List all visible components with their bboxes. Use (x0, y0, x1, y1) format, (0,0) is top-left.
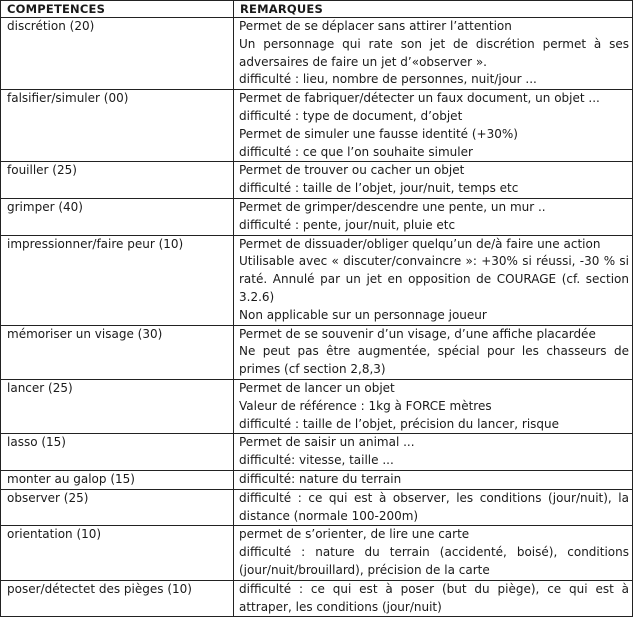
skill-name: impressionner/faire peur (10) (1, 235, 234, 325)
remark-line: Permet de simuler une fausse identité (+30%) (239, 126, 518, 141)
remark-line: difficulté : type de document, d’objet (239, 108, 463, 123)
table-row (1, 162, 633, 199)
table-row (1, 379, 633, 433)
remark-line: Valeur de référence : 1kg à FORCE mètres (239, 398, 492, 413)
skill-remarks (234, 580, 633, 617)
skill-remarks (234, 90, 633, 162)
remark-line: difficulté: nature du terrain (239, 471, 402, 486)
skill-name: falsifier/simuler (00) (1, 90, 234, 162)
skill-remarks (234, 470, 633, 489)
remark-line: difficulté : nature du terrain (accidenté, boisé), conditions (jour/nuit/brouillard), précision de la carte (239, 545, 629, 577)
remark-line: difficulté : taille de l’objet, jour/nuit, temps etc (239, 181, 519, 196)
skill-name: discrétion (20) (1, 18, 234, 90)
remark-line: Permet de se déplacer sans attirer l’attention (239, 19, 512, 33)
skill-remarks (234, 235, 633, 325)
skill-name: mémoriser un visage (30) (1, 325, 234, 379)
remark-line: difficulté : pente, jour/nuit, pluie etc (239, 217, 456, 232)
skill-name: lancer (25) (1, 379, 234, 433)
header-remarques: REMARQUES (234, 1, 633, 18)
table-row (1, 235, 633, 325)
skill-remarks (234, 379, 633, 433)
skill-remarks (234, 489, 633, 526)
skill-remarks (234, 526, 633, 580)
skill-name: lasso (15) (1, 434, 234, 471)
remark-line: difficulté : ce qui est à poser (but du piège), ce qui est à attraper, les conditions (jour/nuit) (239, 581, 629, 614)
remark-line: Permet de fabriquer/détecter un faux document, un objet ... (239, 91, 600, 106)
remark-line: difficulté : ce que l’on souhaite simuler (239, 144, 473, 159)
skill-name: grimper (40) (1, 198, 234, 235)
table-row (1, 489, 633, 526)
header-row (1, 1, 633, 18)
remark-line: difficulté: vitesse, taille ... (239, 453, 394, 468)
table-row (1, 470, 633, 489)
remark-line: Permet de lancer un objet (239, 380, 395, 395)
remark-line: Utilisable avec « discuter/convaincre »: +30% si réussi, -30 % si raté. Annulé par un jet en opposition de COURAGE (cf. section 3.2.6) (239, 254, 629, 304)
skill-name: observer (25) (1, 489, 234, 526)
skill-remarks (234, 325, 633, 379)
remark-line: Un personnage qui rate son jet de discrétion permet à ses adversaires de faire un jet d’«observer ». (239, 36, 629, 69)
remark-line: Non applicable sur un personnage joueur (239, 307, 487, 322)
remark-line: difficulté : ce qui est à observer, les conditions (jour/nuit), la distance (normale 100-200m) (239, 490, 629, 523)
table-row (1, 198, 633, 235)
skill-remarks (234, 18, 633, 90)
table-row (1, 434, 633, 471)
table-row (1, 526, 633, 580)
remark-line: difficulté : taille de l’objet, précision du lancer, risque (239, 416, 560, 431)
remark-line: permet de s’orienter, de lire une carte (239, 527, 470, 542)
table-row (1, 325, 633, 379)
header-competences: COMPETENCES (1, 1, 234, 18)
skill-name: fouiller (25) (1, 162, 234, 199)
table-row (1, 580, 633, 617)
remark-line: Permet de dissuader/obliger quelqu’un de/à faire une action (239, 236, 601, 251)
table-row (1, 18, 633, 90)
skill-name: monter au galop (15) (1, 470, 234, 489)
skill-remarks (234, 434, 633, 471)
skill-name: poser/détectet des pièges (10) (1, 580, 234, 617)
skill-remarks (234, 162, 633, 199)
remark-line: Permet de se souvenir d’un visage, d’une affiche placardée (239, 326, 596, 341)
remark-line: Permet de grimper/descendre une pente, un mur .. (239, 199, 546, 214)
skill-name: orientation (10) (1, 526, 234, 580)
table-row (1, 90, 633, 162)
remark-line: difficulté : lieu, nombre de personnes, nuit/jour ... (239, 72, 537, 87)
remark-line: Permet de trouver ou cacher un objet (239, 163, 465, 178)
skill-remarks (234, 198, 633, 235)
remark-line: Permet de saisir un animal ... (239, 435, 415, 450)
remark-line: Ne peut pas être augmentée, spécial pour les chasseurs de primes (cf section 2,8,3) (239, 344, 629, 377)
